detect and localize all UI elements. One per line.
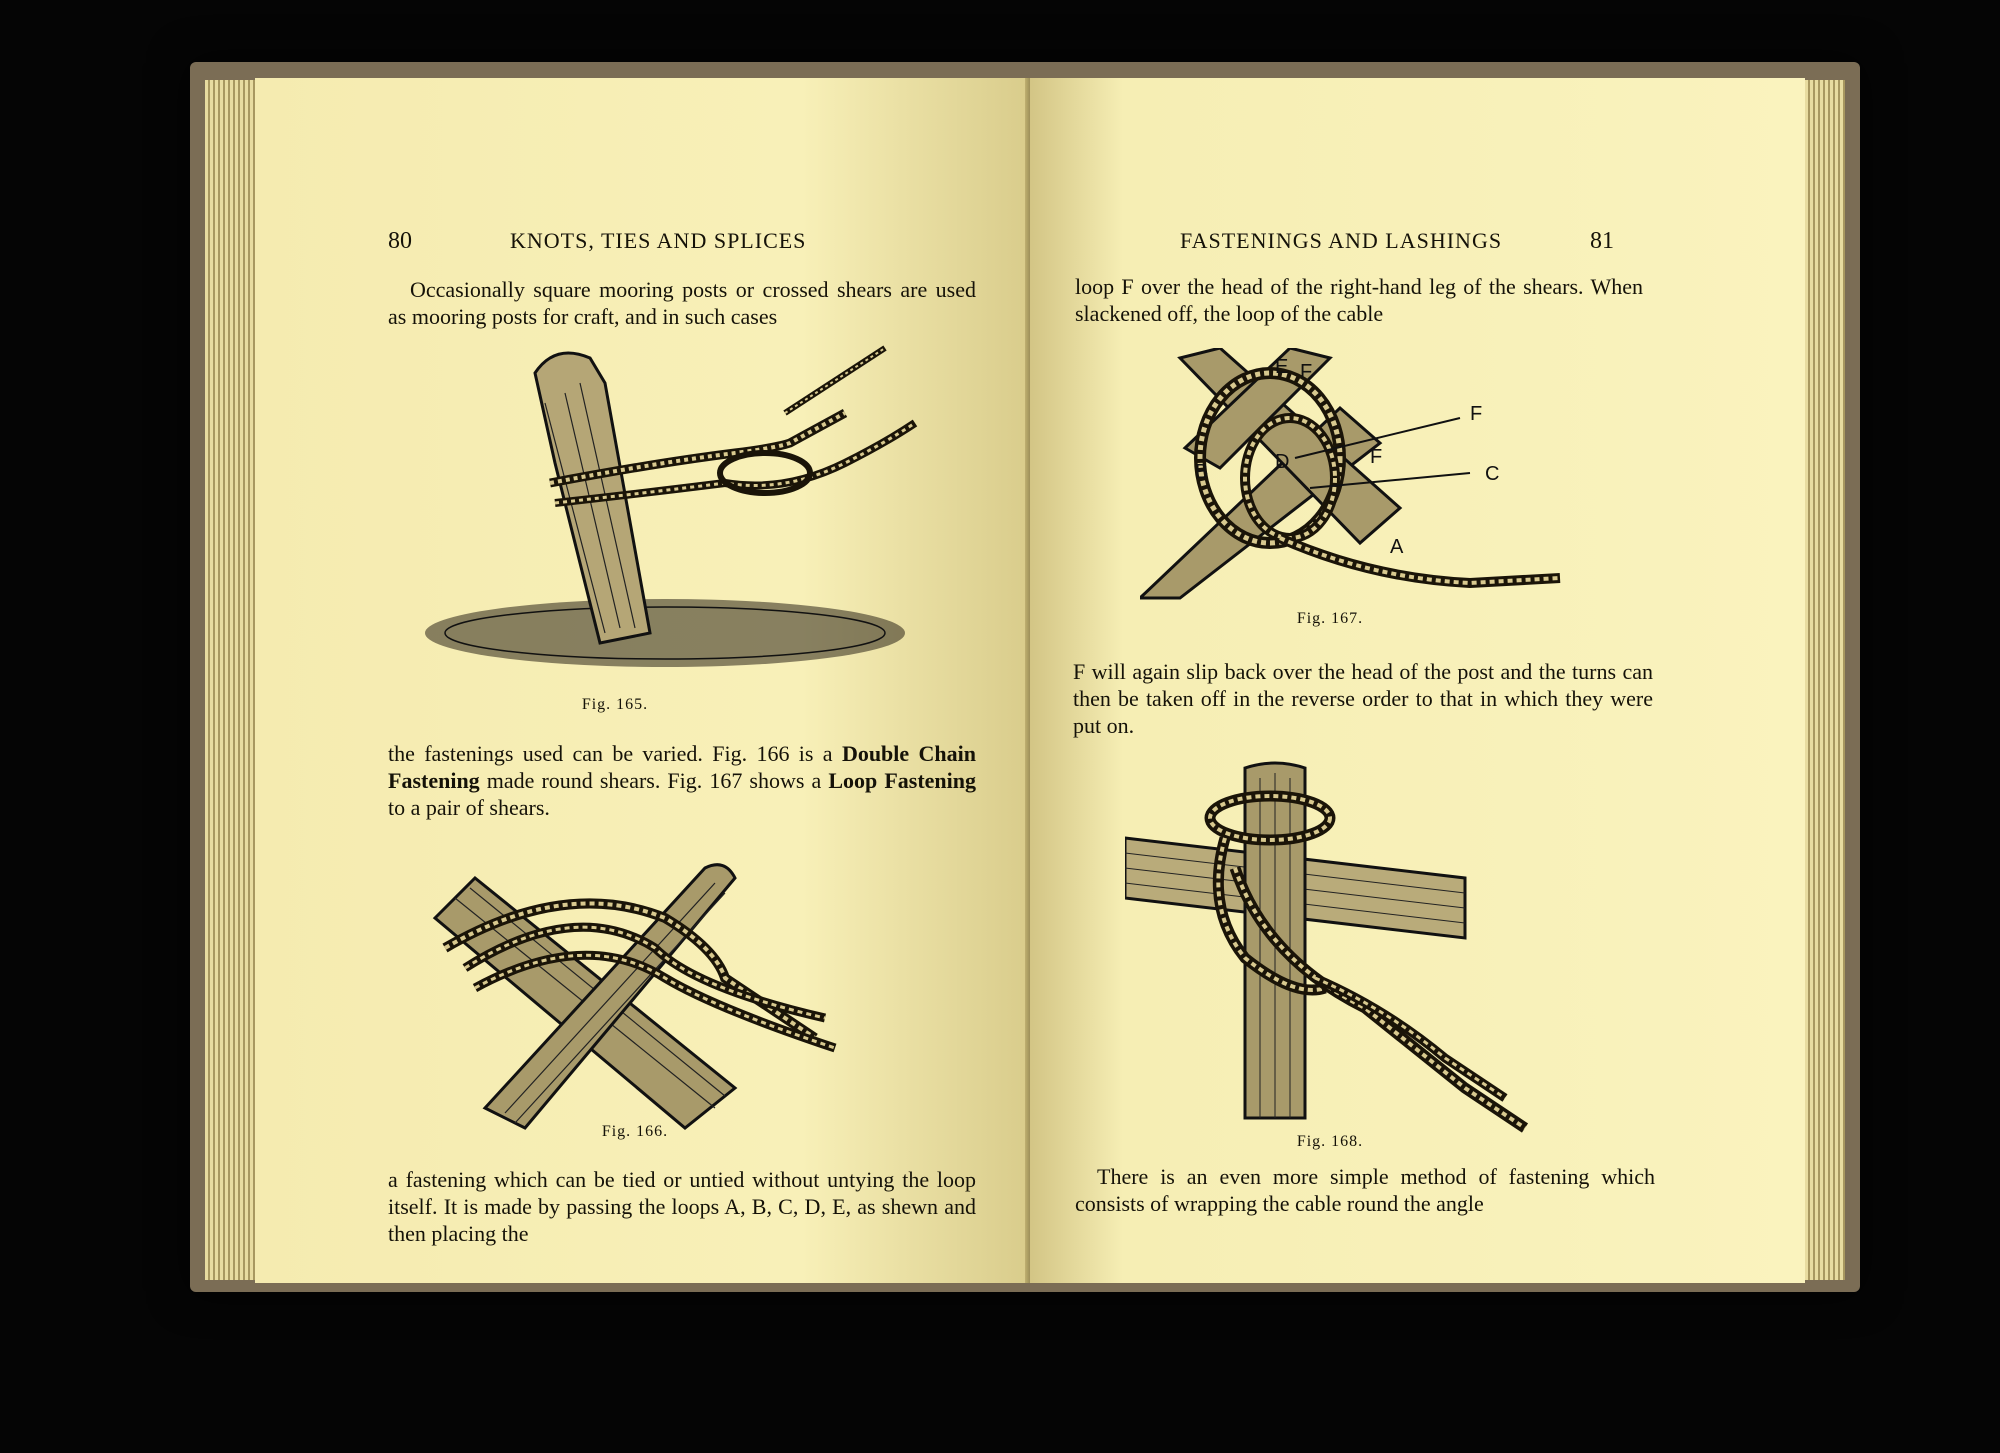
text-segment: the fastenings used can be varied. Fig. 166 is a	[388, 741, 833, 766]
term-loop-fastening: Loop Fastening	[828, 768, 977, 793]
paragraph-text: Occasionally square mooring posts or crossed shears are used as mooring posts for craft, and in such cases	[388, 277, 976, 329]
text-segment: made round shears. Fig.	[486, 768, 703, 793]
paragraph-text: There is an even more simple method of fastening which consists of wrapping the cable round the angle	[1075, 1164, 1655, 1216]
figure-label: B	[1195, 461, 1209, 483]
figure-label: A	[1390, 536, 1404, 558]
paragraph-slip-back	[1073, 658, 1653, 739]
page-number: 81	[1590, 228, 1614, 254]
figure-167-loop-fastening	[1140, 348, 1570, 608]
paragraph-fastenings	[388, 740, 976, 821]
paragraph-text: loop F over the head of the right-hand leg of the shears. When slackened off, the loop of the cable	[1075, 274, 1643, 326]
text-segment: 167 shows a	[709, 768, 822, 793]
right-page	[1030, 78, 1805, 1283]
paragraph-text: F will again slip back over the head of the post and the turns can then be taken off in the reverse order to that in which they were put on.	[1073, 659, 1653, 738]
figure-label: C	[1485, 463, 1500, 485]
paragraph-text: a fastening which can be tied or untied without untying the loop itself. It is made by passing the loops A, B, C, D, E, as shewn and then placing the	[388, 1167, 976, 1246]
figure-166-crossed-shears	[415, 838, 915, 1138]
figure-caption: Fig. 166.	[601, 1123, 669, 1140]
page-number: 80	[388, 228, 412, 254]
figure-caption: Fig. 168.	[1296, 1133, 1364, 1150]
text-segment: to a pair of shears.	[388, 795, 550, 820]
term-double-chain-fastening: Double Chain Fastening	[388, 741, 976, 793]
figure-label: E	[1275, 356, 1289, 378]
figure-caption: Fig. 167.	[1296, 610, 1364, 627]
paragraph-loop-instructions	[388, 1166, 976, 1247]
figure-label: D	[1275, 451, 1290, 473]
running-head: KNOTS, TIES AND SPLICES	[510, 228, 807, 253]
figure-label: F	[1470, 403, 1483, 425]
left-page	[255, 78, 1035, 1283]
figure-165-mooring-post	[405, 343, 965, 673]
figure-label: F	[1300, 361, 1313, 383]
running-head: FASTENINGS AND LASHINGS	[1180, 228, 1503, 253]
paragraph-intro	[388, 276, 976, 330]
paragraph-loop-f	[1075, 273, 1643, 327]
figure-168-post-fastening	[1125, 758, 1595, 1138]
figure-label: F	[1370, 446, 1383, 468]
figure-caption: Fig. 165.	[581, 696, 649, 713]
paragraph-simple-method	[1075, 1163, 1655, 1217]
